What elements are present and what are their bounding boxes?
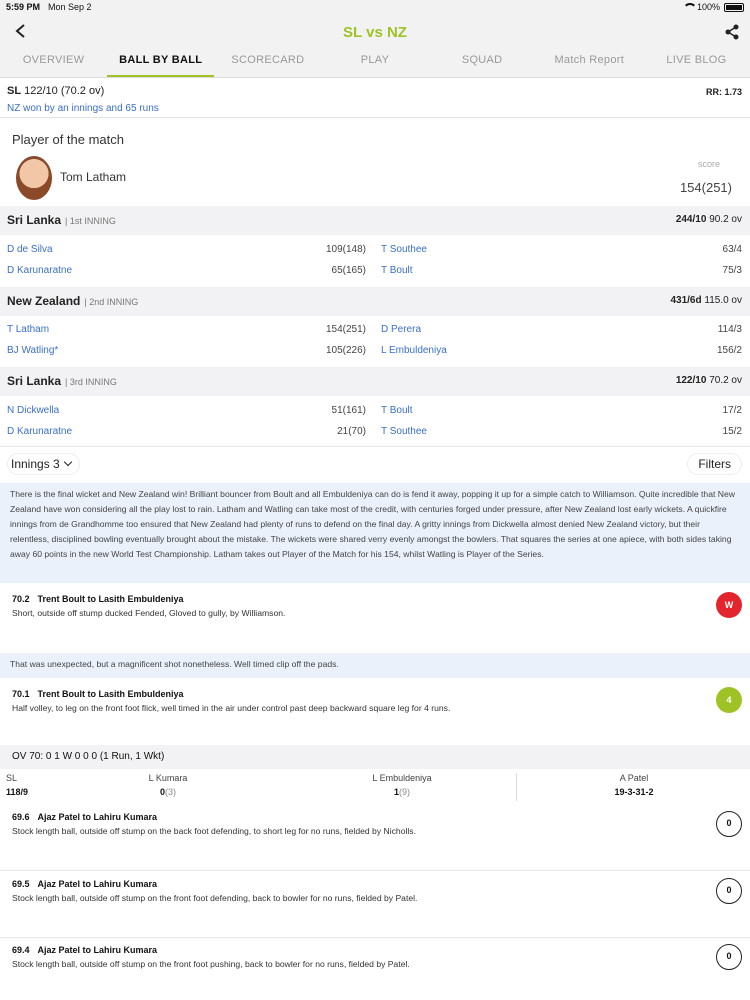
- innings-total: 431/6d: [670, 295, 702, 306]
- bowler-name[interactable]: T Southee: [381, 426, 427, 437]
- ball-desc: Half volley, to leg on the front foot flick, well timed in the air under control past deep backward square leg for 4 runs.: [12, 703, 451, 713]
- tab-overview[interactable]: OVERVIEW: [22, 54, 85, 66]
- summary-team: SL: [7, 85, 22, 97]
- ball-item[interactable]: [0, 681, 750, 741]
- player-row: [0, 345, 750, 365]
- commentary-block: That was unexpected, but a magnificent shot nonetheless. Well timed clip off the pads.: [0, 653, 750, 678]
- status-date: Mon Sep 2: [48, 2, 92, 12]
- batsman-name[interactable]: BJ Watling*: [7, 345, 59, 356]
- boundary-badge: 4: [716, 687, 742, 713]
- ball-desc: Stock length ball, outside off stump on the back foot defending, to short leg for no runs, fielded by Nicholls.: [12, 826, 416, 836]
- ball-over: 70.2: [12, 594, 30, 604]
- wicket-badge: W: [716, 592, 742, 618]
- innings-overs: 90.2 ov: [709, 214, 742, 225]
- tab-ball-by-ball[interactable]: BALL BY BALL: [107, 50, 214, 77]
- innings-overs: 115.0 ov: [704, 295, 742, 306]
- ball-desc: Short, outside off stump ducked Fended, Gloved to gully, by Williamson.: [12, 608, 286, 618]
- innings-dropdown[interactable]: [7, 453, 80, 475]
- player-row: [0, 426, 750, 446]
- player-row: [0, 324, 750, 344]
- batsman-score: 109(148): [325, 244, 366, 255]
- pom-score: 154(251): [679, 180, 732, 195]
- ball-item[interactable]: [0, 808, 750, 870]
- pom-score-label: score: [697, 159, 720, 169]
- bowler-figures: 75/3: [722, 265, 742, 276]
- battery-percent: 100%: [696, 2, 720, 12]
- innings-team: Sri Lanka: [7, 213, 62, 227]
- dot-ball-badge: 0: [716, 811, 742, 837]
- tab-squad[interactable]: SQUAD: [461, 54, 503, 66]
- status-time: 5:59 PM: [6, 2, 41, 12]
- innings-total: 244/10: [675, 214, 707, 225]
- bowler-name[interactable]: A Patel: [619, 773, 649, 783]
- filters-button[interactable]: Filters: [687, 453, 742, 475]
- innings-header: [0, 287, 750, 316]
- chevron-down-icon: [63, 458, 71, 466]
- batsman-score: 21(70): [337, 426, 366, 437]
- ball-title: Trent Boult to Lasith Embuldeniya: [37, 594, 184, 604]
- ball-over: 69.6: [12, 812, 30, 822]
- batsman-name[interactable]: L Kumara: [148, 773, 188, 783]
- ball-item[interactable]: [0, 875, 750, 937]
- dot-ball-badge: 0: [716, 944, 742, 970]
- innings-overs: 70.2 ov: [709, 375, 742, 386]
- ball-desc: Stock length ball, outside off stump on the front foot defending, back to bowler for no runs, fielded by Patel.: [12, 893, 418, 903]
- innings-label: | 2nd INNING: [84, 297, 139, 307]
- divider: [516, 773, 517, 801]
- match-title: SL vs NZ: [343, 24, 407, 41]
- wifi-icon: [683, 3, 693, 11]
- ball-title: Ajaz Patel to Lahiru Kumara: [37, 812, 158, 822]
- player-row: [0, 265, 750, 285]
- batsman-name[interactable]: N Dickwella: [7, 405, 60, 416]
- innings-header: [0, 367, 750, 396]
- innings-dropdown-label: Innings 3: [11, 457, 60, 471]
- batsman-name[interactable]: D de Silva: [7, 244, 53, 255]
- batsman-score: 154(251): [325, 324, 366, 335]
- bowler-figures: 63/4: [722, 244, 742, 255]
- innings-label: | 3rd INNING: [65, 377, 117, 387]
- pom-heading: Player of the match: [12, 132, 124, 147]
- innings-team: New Zealand: [7, 294, 81, 308]
- innings-team: Sri Lanka: [7, 374, 62, 388]
- tab-live-blog[interactable]: LIVE BLOG: [666, 54, 727, 66]
- batsman-name[interactable]: D Karunaratne: [7, 265, 73, 276]
- ball-title: Ajaz Patel to Lahiru Kumara: [37, 945, 158, 955]
- over-team: SL: [6, 773, 18, 783]
- batsman-score: 105(226): [325, 345, 366, 356]
- batsman-name[interactable]: D Karunaratne: [7, 426, 73, 437]
- divider: [0, 937, 750, 938]
- tab-match-report[interactable]: Match Report: [554, 54, 625, 66]
- app-header: [0, 15, 750, 50]
- bowler-figures: 15/2: [722, 426, 742, 437]
- tab-play[interactable]: PLAY: [360, 54, 390, 66]
- status-bar: [0, 0, 750, 15]
- ball-over: 69.5: [12, 879, 30, 889]
- batsman-score: 51(161): [331, 405, 366, 416]
- batsman-name[interactable]: L Embuldeniya: [372, 773, 432, 783]
- ball-over: 70.1: [12, 689, 30, 699]
- bowler-figures: 114/3: [717, 324, 742, 335]
- bowler-name[interactable]: D Perera: [381, 324, 422, 335]
- innings-total: 122/10: [675, 375, 707, 386]
- innings-label: | 1st INNING: [65, 216, 116, 226]
- share-icon[interactable]: [724, 24, 740, 40]
- player-row: [0, 244, 750, 264]
- bowler-name[interactable]: T Boult: [381, 265, 413, 276]
- ball-over: 69.4: [12, 945, 30, 955]
- divider: [0, 446, 750, 447]
- run-rate: RR: 1.73: [705, 87, 742, 97]
- bowler-name[interactable]: L Embuldeniya: [381, 345, 447, 356]
- bowler-figures: 19-3-31-2: [614, 787, 654, 797]
- bowler-figures: 17/2: [722, 405, 742, 416]
- batsman-name[interactable]: T Latham: [7, 324, 50, 335]
- match-result: NZ won by an innings and 65 runs: [7, 103, 159, 114]
- batsman-balls: (9): [399, 787, 410, 797]
- pom-name[interactable]: Tom Latham: [60, 170, 127, 184]
- player-row: [0, 405, 750, 425]
- divider: [0, 870, 750, 871]
- over-team-score: 118/9: [6, 787, 29, 797]
- innings-header: [0, 206, 750, 235]
- over-heading: OV 70: 0 1 W 0 0 0 (1 Run, 1 Wkt): [0, 745, 750, 769]
- batsman-balls: (3): [165, 787, 176, 797]
- avatar: [16, 156, 52, 200]
- commentary-block: There is the final wicket and New Zealand win! Brilliant bouncer from Boult and all Embuldeniya can do is fend it away, popping it up for a simple catch to Williamson. Quite incredible that New Zealand have won considering all the play lost to rain. Latham and Watling can take most of the credit, with centuries forged under pressure, after New Zealand lost early wickets. A quickfire innings from de Grandhomme too ensured that New Zealand had plenty of runs to defend on the final day. A gritty innings from Dickwella almost denied New Zealand victory, but their relentless, disciplined bowling eventually brought about the mistake. The wickets were shared verry evenly amongst the bowlers. That squares the series at one apiece, with both sides taking away 60 points in the new World Test Championship. Latham takes out Player of the Match for his 154, whilst Watling is Player of the Series.: [0, 483, 750, 583]
- bowler-figures: 156/2: [716, 345, 742, 356]
- match-summary: [0, 80, 750, 118]
- filter-bar: [0, 451, 750, 477]
- dot-ball-badge: 0: [716, 878, 742, 904]
- tab-bar: [0, 50, 750, 78]
- batsman-runs: 0: [159, 787, 165, 797]
- tab-scorecard[interactable]: SCORECARD: [231, 54, 305, 66]
- over-summary: [0, 745, 750, 805]
- summary-score: 122/10 (70.2 ov): [24, 85, 105, 97]
- ball-item[interactable]: [0, 941, 750, 999]
- bowler-name[interactable]: T Boult: [381, 405, 413, 416]
- player-of-match: [0, 122, 750, 206]
- battery-icon: [724, 3, 744, 12]
- bowler-name[interactable]: T Southee: [381, 244, 427, 255]
- batsman-score: 65(165): [331, 265, 366, 276]
- ball-desc: Stock length ball, outside off stump on the front foot pushing, back to bowler for no runs, fielded by Patel.: [12, 959, 410, 969]
- batsman-runs: 1: [393, 787, 399, 797]
- ball-title: Ajaz Patel to Lahiru Kumara: [37, 879, 158, 889]
- ball-item[interactable]: [0, 586, 750, 646]
- ball-title: Trent Boult to Lasith Embuldeniya: [37, 689, 184, 699]
